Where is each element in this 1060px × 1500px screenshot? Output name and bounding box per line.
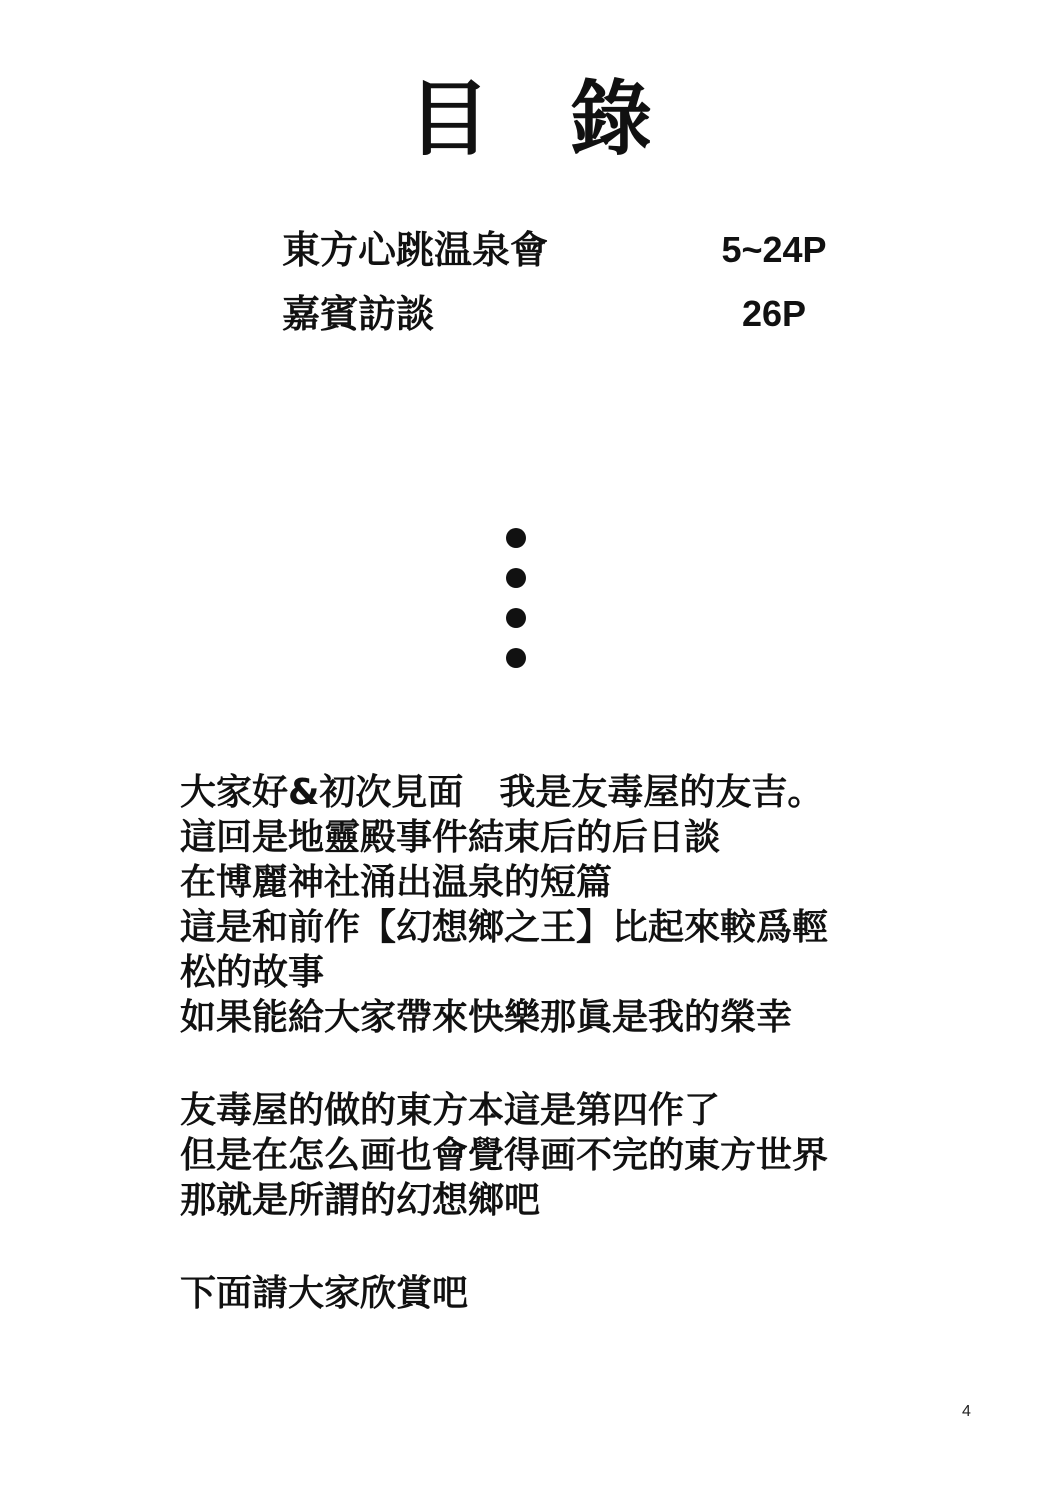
text-line: 這回是地靈殿事件結束后的后日談 [180,817,721,858]
text-line: 在博麗神社涌出温泉的短篇 [180,862,613,903]
text-line: 大家好&初次見面 我是友毒屋的友吉。 [180,772,824,813]
dot-icon [506,608,526,628]
separator-dots [506,528,528,688]
dot-icon [506,568,526,588]
text-line: 那就是所謂的幻想鄉吧 [180,1180,541,1221]
text-line: 如果能給大家帶來快樂那眞是我的榮幸 [180,997,793,1038]
text-line: 下面請大家欣賞吧 [180,1273,469,1314]
title-char-2: 錄 [570,72,653,167]
toc-page: 5~24P [721,229,827,270]
title-char-1: 目 [407,72,490,167]
toc-label: 東方心跳温泉會 [282,228,549,272]
text-line: 但是在怎么画也會覺得画不完的東方世界 [180,1135,829,1176]
toc-page: 26P [741,293,807,334]
dot-icon [506,648,526,668]
text-line: 松的故事 [180,952,325,993]
paragraph-3 [180,1271,920,1316]
foreword [180,770,920,1364]
paragraph-1 [180,770,920,1040]
page-number: 4 [962,1403,971,1420]
toc-row [282,224,862,288]
page-title [0,70,1060,170]
toc-row [282,288,862,352]
paragraph-2 [180,1088,920,1223]
table-of-contents [282,224,862,352]
text-line: 這是和前作【幻想鄉之王】比起來較爲輕 [180,907,829,948]
dot-icon [506,528,526,548]
text-line: 友毒屋的做的東方本這是第四作了 [180,1090,721,1131]
toc-label: 嘉賓訪談 [282,292,435,336]
